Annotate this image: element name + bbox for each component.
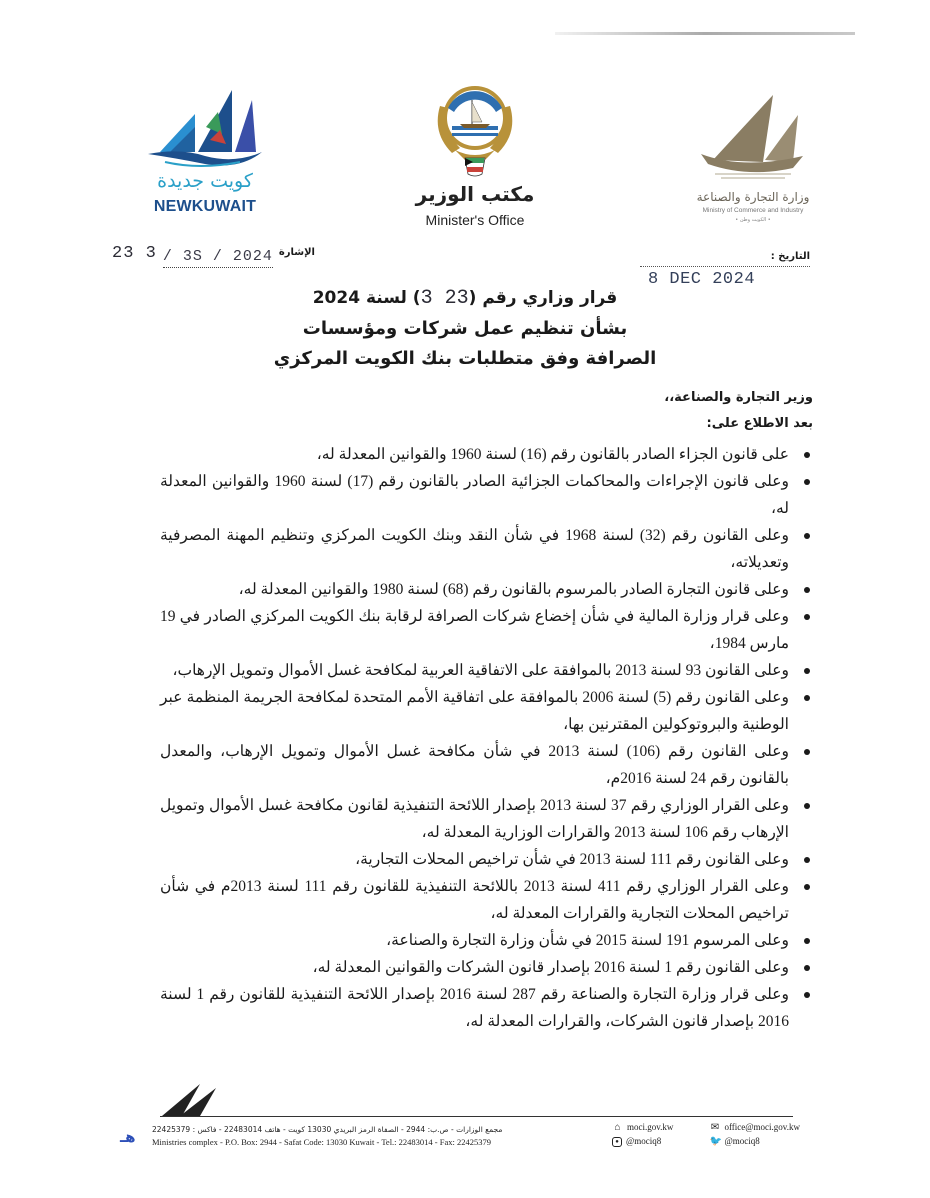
footer-contacts: [612, 1122, 822, 1147]
addressee: وزير التجارة والصناعة،،: [664, 390, 813, 405]
title-suffix: ) لسنة 2024: [312, 288, 421, 308]
preamble-item: وعلى القانون 93 لسنة 2013 بالموافقة على الاتفاقية العربية لمكافحة غسل الأموال وتمويل الإرهاب،: [160, 657, 813, 684]
newkuwait-english: NEWKUWAIT: [153, 198, 257, 215]
moci-logo: [693, 90, 823, 230]
date-dotted-line: [640, 266, 810, 267]
twitter-icon: 🐦: [709, 1135, 722, 1147]
preamble-item: وعلى قانون الإجراءات والمحاكمات الجزائية الصادر بالقانون رقم (17) لسنة 1960 والقوانين المعدلة له،: [160, 468, 813, 522]
preamble-item: وعلى القانون رقم 111 لسنة 2013 في شأن تراخيص المحلات التجارية،: [160, 846, 813, 873]
footer-mark-icon: هـ: [120, 1128, 136, 1146]
decision-title: [200, 283, 730, 374]
moci-arabic: وزارة التجارة والصناعة: [696, 190, 810, 204]
preamble-item: وعلى القرار الوزاري رقم 37 لسنة 2013 بإصدار اللائحة التنفيذية لقانون مكافحة غسل الأموال وتمويل الإرهاب رقم 106 لسنة 2013 والقرارات الوزارية المعدلة له،: [160, 792, 813, 846]
preamble-item: وعلى المرسوم 191 لسنة 2015 في شأن وزارة التجارة والصناعة،: [160, 927, 813, 954]
footer-divider: [160, 1116, 793, 1117]
decision-number: 23 3: [420, 287, 469, 310]
preamble-item: وعلى القانون رقم 1 لسنة 2016 بإصدار قانون الشركات والقوانين المعدلة له،: [160, 954, 813, 981]
ministers-office-english: Minister's Office: [425, 212, 525, 228]
preamble-intro: بعد الاطلاع على:: [706, 416, 813, 431]
moci-english: Ministry of Commerce and Industry: [702, 207, 804, 214]
ministers-office-emblem: [410, 78, 540, 238]
reference-stamp-number: 23 3: [112, 244, 157, 263]
date-label: التاريخ :: [770, 251, 810, 262]
contact-website[interactable]: [612, 1122, 695, 1133]
footer-address-arabic: مجمع الوزارات - ص.ب: 2944 - الصفاة الرمز البريدي 13030 كويت - هاتف 22483014 - فاكس : 22425379: [152, 1125, 503, 1134]
moci-dhow-icon: [693, 90, 813, 190]
scan-edge-shadow: [555, 32, 855, 35]
contact-email-text: office@moci.gov.kw: [724, 1122, 800, 1132]
home-icon: ⌂: [614, 1121, 621, 1133]
ministers-office-arabic: مكتب الوزير: [415, 182, 535, 206]
contact-twitter-text: @mociq8: [724, 1136, 760, 1146]
newkuwait-sail-icon: [140, 82, 270, 172]
title-line-3: الصرافة وفق متطلبات بنك الكويت المركزي: [273, 348, 657, 369]
preamble-item: وعلى القرار الوزاري رقم 411 لسنة 2013 باللائحة التنفيذية للقانون رقم 111 لسنة 2013م في شأن تراخيص المحلات التجارية والقرارات المعدلة له،: [160, 873, 813, 927]
kuwait-emblem-icon: [410, 78, 540, 180]
contact-email[interactable]: [709, 1122, 822, 1133]
instagram-icon: ●: [612, 1137, 622, 1147]
footer-address-english: Ministries complex - P.O. Box: 2944 - Safat Code: 13030 Kuwait - Tel.: 22483014 - Fax: 22425379: [152, 1137, 491, 1147]
preamble-item: وعلى قرار وزارة المالية في شأن إخضاع شركات الصرافة لرقابة بنك الكويت المركزي الصادر في 19 مارس 1984،: [160, 603, 813, 657]
title-line-2: بشأن تنظيم عمل شركات ومؤسسات: [302, 318, 628, 339]
footer-address: [152, 1124, 572, 1148]
contact-instagram-text: @mociq8: [626, 1136, 662, 1146]
mail-icon: ✉: [710, 1121, 720, 1133]
preamble-item: وعلى القانون رقم (5) لسنة 2006 بالموافقة على اتفاقية الأمم المتحدة لمكافحة الجريمة المنظمة عبر الوطنية والبروتوكولين المقترنين بها،: [160, 684, 813, 738]
moci-motto: • الكويت وطن •: [735, 217, 771, 223]
preamble-item: على قانون الجزاء الصادر بالقانون رقم (16) لسنة 1960 والقوانين المعدلة له،: [160, 441, 813, 468]
preamble-item: وعلى القانون رقم (106) لسنة 2013 في شأن مكافحة غسل الأموال وتمويل الإرهاب، والمعدل بالقانون رقم 24 لسنة 2016م،: [160, 738, 813, 792]
date-stamp: 8 DEC 2024: [648, 270, 756, 289]
title-line-1: [200, 283, 730, 314]
title-prefix: قرار وزاري رقم (: [468, 288, 618, 308]
reference-field: [112, 244, 322, 274]
contact-twitter[interactable]: [709, 1136, 822, 1147]
footer-sail-icon: [160, 1082, 220, 1118]
reference-number: / 3S / 2024: [163, 247, 273, 268]
preamble-item: وعلى قانون التجارة الصادر بالمرسوم بالقانون رقم (68) لسنة 1980 والقوانين المعدلة له،: [160, 576, 813, 603]
preamble-item: وعلى القانون رقم (32) لسنة 1968 في شأن النقد وبنك الكويت المركزي وتنظيم المهنة المصرفية وتعديلاته،: [160, 522, 813, 576]
contact-instagram[interactable]: [612, 1136, 695, 1147]
reference-label: الإشارة: [278, 247, 315, 258]
preamble-item: وعلى قرار وزارة التجارة والصناعة رقم 287 لسنة 2016 بإصدار اللائحة التنفيذية للقانون رقم 1 لسنة 2016 بإصدار قانون الشركات، والقرارات المعدلة له،: [160, 981, 813, 1035]
preamble-list: [160, 441, 813, 1035]
newkuwait-arabic: كويت جديدة: [157, 170, 253, 192]
contact-website-text: moci.gov.kw: [627, 1122, 674, 1132]
newkuwait-logo: [140, 82, 270, 222]
